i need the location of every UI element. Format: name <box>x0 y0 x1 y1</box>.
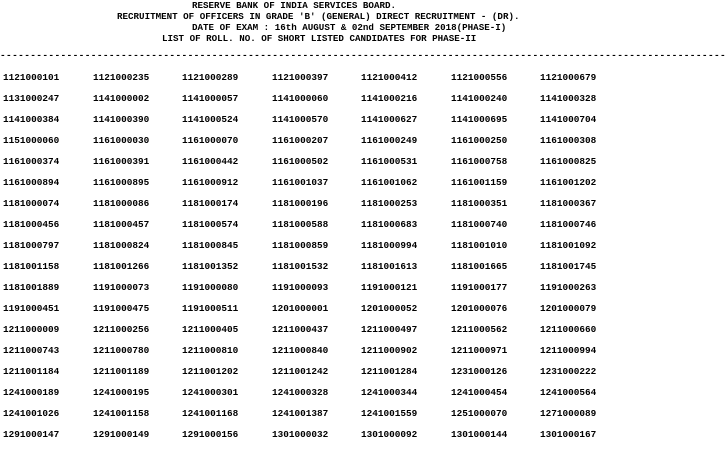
roll-number: 1241001559 <box>361 408 418 419</box>
list-title: LIST OF ROLL. NO. OF SHORT LISTED CANDIDATES FOR PHASE-II <box>162 33 477 44</box>
roll-number: 1141000390 <box>93 114 150 125</box>
roll-number: 1211000405 <box>182 324 239 335</box>
roll-number: 1161000894 <box>3 177 60 188</box>
roll-number: 1211001284 <box>361 366 418 377</box>
roll-number: 1141000627 <box>361 114 418 125</box>
roll-number: 1141000216 <box>361 93 418 104</box>
roll-number: 1181000351 <box>451 198 508 209</box>
roll-number: 1241000454 <box>451 387 508 398</box>
roll-number: 1161001062 <box>361 177 418 188</box>
table-row <box>3 135 600 147</box>
roll-number: 1181000746 <box>540 219 597 230</box>
roll-number: 1181001613 <box>361 261 418 272</box>
roll-number: 1161000442 <box>182 156 239 167</box>
roll-number: 1191000093 <box>272 282 329 293</box>
roll-number: 1141000695 <box>451 114 508 125</box>
roll-number: 1161000070 <box>182 135 239 146</box>
roll-number: 1251000070 <box>451 408 508 419</box>
roll-number: 1241000328 <box>272 387 329 398</box>
roll-number: 1241001387 <box>272 408 329 419</box>
roll-number: 1211000994 <box>540 345 597 356</box>
table-row <box>3 303 600 315</box>
roll-number: 1211000840 <box>272 345 329 356</box>
roll-number: 1161001202 <box>540 177 597 188</box>
roll-number: 1181001889 <box>3 282 60 293</box>
roll-number: 1181000086 <box>93 198 150 209</box>
roll-number: 1121000556 <box>451 72 508 83</box>
roll-number: 1161000207 <box>272 135 329 146</box>
roll-number: 1161000531 <box>361 156 418 167</box>
table-row <box>3 72 600 84</box>
roll-number: 1131000247 <box>3 93 60 104</box>
table-row <box>3 261 600 273</box>
roll-number: 1201000076 <box>451 303 508 314</box>
roll-number: 1161000391 <box>93 156 150 167</box>
board-title: RESERVE BANK OF INDIA SERVICES BOARD. <box>192 0 396 11</box>
roll-number: 1271000089 <box>540 408 597 419</box>
roll-number: 1211001189 <box>93 366 150 377</box>
roll-number: 1211000971 <box>451 345 508 356</box>
roll-number: 1191000073 <box>93 282 150 293</box>
roll-number: 1191000511 <box>182 303 239 314</box>
roll-number: 1201000052 <box>361 303 418 314</box>
roll-number: 1241001158 <box>93 408 150 419</box>
roll-number: 1211001202 <box>182 366 239 377</box>
roll-number: 1181001266 <box>93 261 150 272</box>
table-row <box>3 219 600 231</box>
table-row <box>3 324 600 336</box>
roll-number: 1181001745 <box>540 261 597 272</box>
table-row <box>3 387 600 399</box>
roll-number: 1191000177 <box>451 282 508 293</box>
roll-number: 1191000263 <box>540 282 597 293</box>
roll-number: 1141000240 <box>451 93 508 104</box>
separator-line: ------------------------------------------------------------------------------------------------------------------------ <box>0 50 726 61</box>
roll-number: 1181000456 <box>3 219 60 230</box>
roll-number: 1191000451 <box>3 303 60 314</box>
roll-number: 1141000057 <box>182 93 239 104</box>
roll-number: 1181000859 <box>272 240 329 251</box>
roll-number: 1181001352 <box>182 261 239 272</box>
roll-number: 1161000030 <box>93 135 150 146</box>
roll-number: 1181000174 <box>182 198 239 209</box>
roll-number: 1181000824 <box>93 240 150 251</box>
roll-number: 1211001242 <box>272 366 329 377</box>
roll-number: 1141000384 <box>3 114 60 125</box>
roll-number: 1141000328 <box>540 93 597 104</box>
roll-number: 1121000412 <box>361 72 418 83</box>
roll-number: 1161001037 <box>272 177 329 188</box>
recruitment-title: RECRUITMENT OF OFFICERS IN GRADE 'B' (GENERAL) DIRECT RECRUITMENT - (DR). <box>117 11 520 22</box>
roll-number: 1191000080 <box>182 282 239 293</box>
roll-number: 1161001159 <box>451 177 508 188</box>
roll-number: 1291000149 <box>93 429 150 440</box>
roll-number: 1121000235 <box>93 72 150 83</box>
roll-number: 1141000002 <box>93 93 150 104</box>
roll-number: 1241000564 <box>540 387 597 398</box>
roll-number: 1121000679 <box>540 72 597 83</box>
roll-number: 1201000001 <box>272 303 329 314</box>
roll-number: 1211000256 <box>93 324 150 335</box>
roll-number: 1291000147 <box>3 429 60 440</box>
roll-number: 1181000845 <box>182 240 239 251</box>
roll-number: 1121000397 <box>272 72 329 83</box>
roll-number: 1191000121 <box>361 282 418 293</box>
roll-number: 1241000189 <box>3 387 60 398</box>
table-row <box>3 282 600 294</box>
roll-number: 1161000374 <box>3 156 60 167</box>
roll-number: 1161000308 <box>540 135 597 146</box>
roll-number: 1181000740 <box>451 219 508 230</box>
roll-number: 1181000196 <box>272 198 329 209</box>
roll-number: 1211000810 <box>182 345 239 356</box>
roll-number: 1231000222 <box>540 366 597 377</box>
roll-number: 1201000079 <box>540 303 597 314</box>
roll-number: 1181000683 <box>361 219 418 230</box>
roll-number: 1211000902 <box>361 345 418 356</box>
roll-number: 1181001532 <box>272 261 329 272</box>
roll-number: 1181001665 <box>451 261 508 272</box>
roll-number: 1211000743 <box>3 345 60 356</box>
roll-number: 1241000344 <box>361 387 418 398</box>
roll-number: 1161000502 <box>272 156 329 167</box>
table-row <box>3 198 600 210</box>
table-row <box>3 114 600 126</box>
roll-number: 1181000253 <box>361 198 418 209</box>
roll-number: 1211000497 <box>361 324 418 335</box>
roll-number: 1241001026 <box>3 408 60 419</box>
roll-number: 1181000574 <box>182 219 239 230</box>
roll-number: 1191000475 <box>93 303 150 314</box>
roll-number: 1181001010 <box>451 240 508 251</box>
roll-number: 1181000797 <box>3 240 60 251</box>
roll-number: 1211000780 <box>93 345 150 356</box>
roll-number: 1231000126 <box>451 366 508 377</box>
table-row <box>3 366 600 378</box>
roll-number: 1211001184 <box>3 366 60 377</box>
exam-date: DATE OF EXAM : 16th AUGUST & 02nd SEPTEMBER 2018(PHASE-I) <box>192 22 507 33</box>
table-row <box>3 429 600 441</box>
roll-number: 1161000758 <box>451 156 508 167</box>
roll-number: 1161000895 <box>93 177 150 188</box>
table-row <box>3 93 600 105</box>
roll-number: 1141000524 <box>182 114 239 125</box>
roll-number: 1241000301 <box>182 387 239 398</box>
roll-number: 1301000032 <box>272 429 329 440</box>
roll-number: 1211000009 <box>3 324 60 335</box>
roll-number: 1161000825 <box>540 156 597 167</box>
roll-number: 1161000249 <box>361 135 418 146</box>
table-row <box>3 240 600 252</box>
roll-number: 1141000704 <box>540 114 597 125</box>
table-row <box>3 156 600 168</box>
roll-number: 1211000562 <box>451 324 508 335</box>
roll-number: 1141000060 <box>272 93 329 104</box>
roll-number: 1301000167 <box>540 429 597 440</box>
roll-number: 1121000289 <box>182 72 239 83</box>
roll-number: 1181000588 <box>272 219 329 230</box>
roll-number: 1181001092 <box>540 240 597 251</box>
roll-number: 1181000074 <box>3 198 60 209</box>
roll-number: 1181000994 <box>361 240 418 251</box>
roll-number: 1241000195 <box>93 387 150 398</box>
roll-number: 1211000660 <box>540 324 597 335</box>
roll-number: 1181000457 <box>93 219 150 230</box>
roll-number: 1161000912 <box>182 177 239 188</box>
roll-number: 1141000570 <box>272 114 329 125</box>
roll-number: 1291000156 <box>182 429 239 440</box>
roll-number: 1301000144 <box>451 429 508 440</box>
roll-number: 1161000250 <box>451 135 508 146</box>
roll-number: 1241001168 <box>182 408 239 419</box>
roll-number: 1211000437 <box>272 324 329 335</box>
roll-number: 1301000092 <box>361 429 418 440</box>
table-row <box>3 345 600 357</box>
roll-number: 1181001158 <box>3 261 60 272</box>
roll-number: 1181000367 <box>540 198 597 209</box>
roll-number: 1121000101 <box>3 72 60 83</box>
table-row <box>3 177 600 189</box>
roll-number: 1151000060 <box>3 135 60 146</box>
table-row <box>3 408 600 420</box>
